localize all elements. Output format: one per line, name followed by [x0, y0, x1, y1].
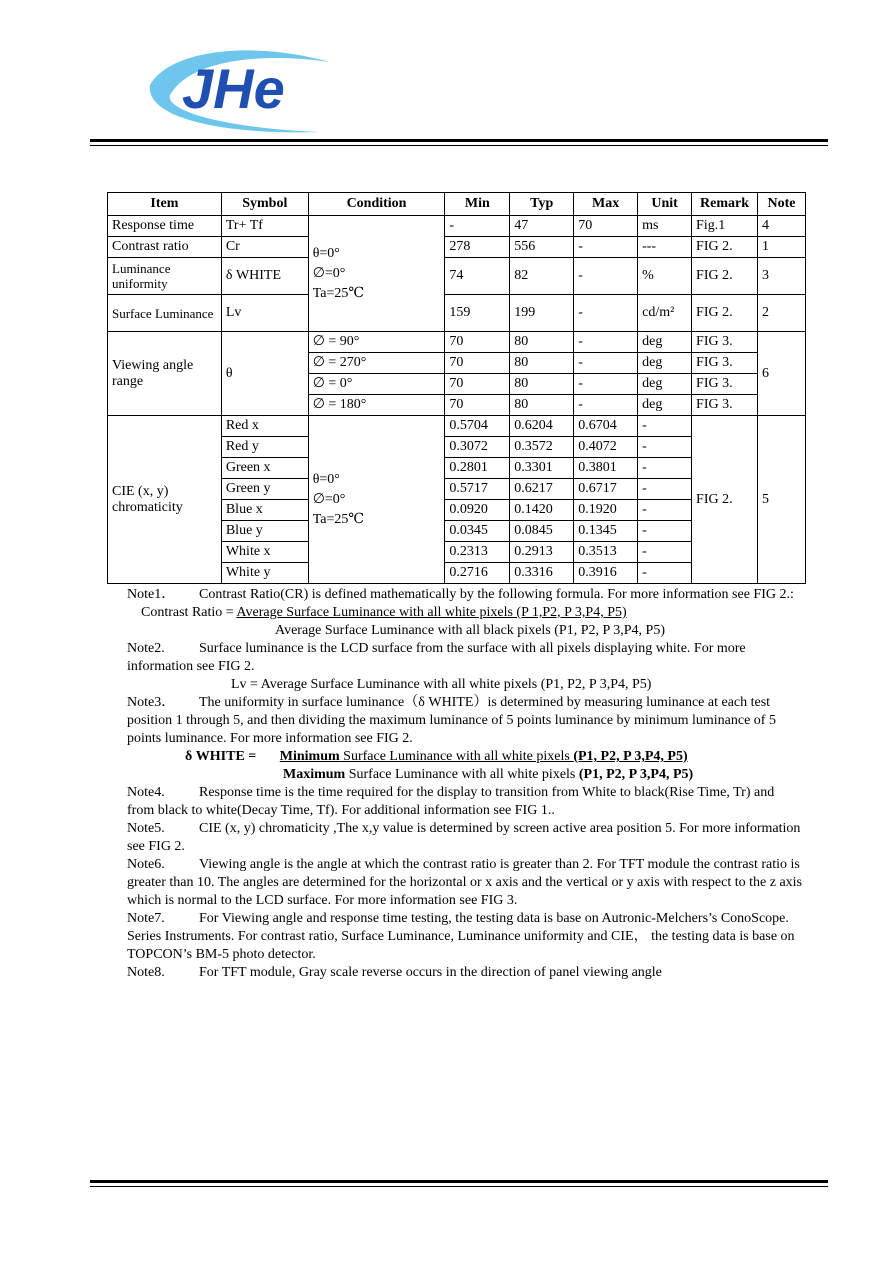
cell-max: 0.6717: [574, 479, 638, 500]
cell-max: 0.1920: [574, 500, 638, 521]
note-text: For Viewing angle and response time testing, the testing data is base on Autronic-Melchers’s ConoScope. Series Instruments. For contrast ratio, Surface Luminance, Luminance uniformity and CIE， the testing data is base on TOPCON’s BM-5 photo detector.: [127, 911, 795, 962]
cell-max: -: [574, 237, 638, 258]
formula-numerator: [260, 749, 688, 764]
cell-max: 0.3801: [574, 458, 638, 479]
cond-phi: ∅=0°: [312, 491, 346, 507]
cell-note-cie: 5: [758, 416, 806, 584]
cell-remark: FIG 3.: [692, 332, 758, 353]
cell-unit: -: [638, 542, 692, 563]
cell-max: -: [574, 353, 638, 374]
header-symbol: Symbol: [221, 193, 308, 216]
cell-condition: ∅ = 90°: [308, 332, 445, 353]
cell-symbol: δ WHITE: [221, 258, 308, 295]
table-row: [108, 295, 806, 332]
cell-typ: 82: [510, 258, 574, 295]
formula-num-points: (P1, P2, P 3,P4, P5): [573, 749, 688, 764]
cell-unit: deg: [638, 374, 692, 395]
cell-symbol: Tr+ Tf: [221, 216, 308, 237]
cell-unit: -: [638, 416, 692, 437]
cell-max: -: [574, 295, 638, 332]
formula-den-points: (P1, P2, P 3,P4, P5): [578, 767, 694, 782]
cell-unit: -: [638, 500, 692, 521]
cell-unit: -: [638, 521, 692, 542]
cell-max: -: [574, 395, 638, 416]
footer-rule-thick: [90, 1180, 828, 1183]
cell-remark: FIG 2.: [692, 237, 758, 258]
cell-symbol: White x: [221, 542, 308, 563]
cell-typ: 0.2913: [510, 542, 574, 563]
cell-min: 0.2716: [445, 563, 510, 584]
note-text: For TFT module, Gray scale reverse occurs in the direction of panel viewing angle: [199, 965, 662, 980]
contrast-ratio-formula: [127, 604, 803, 622]
note-text: Contrast Ratio(CR) is defined mathematically by the following formula. For more information see FIG 2.:: [199, 587, 794, 602]
header-typ: Typ: [510, 193, 574, 216]
cell-min: 0.0920: [445, 500, 510, 521]
cell-remark: FIG 3.: [692, 353, 758, 374]
jhe-logo-icon: [140, 40, 340, 140]
cell-unit: deg: [638, 353, 692, 374]
delta-white-formula: [127, 748, 803, 766]
cell-item-viewing: Viewing angle range: [108, 332, 222, 416]
optical-spec-table: [107, 192, 806, 584]
note-1: [127, 586, 803, 604]
cell-symbol: Cr: [221, 237, 308, 258]
header-unit: Unit: [638, 193, 692, 216]
note-text: CIE (x, y) chromaticity ,The x,y value is determined by screen active area position 5. For more information see FIG 2.: [127, 821, 801, 854]
cell-remark: FIG 3.: [692, 395, 758, 416]
note-label: Note5.: [127, 821, 165, 836]
cell-note: 2: [758, 295, 806, 332]
cell-note: 3: [758, 258, 806, 295]
note-label: Note8.: [127, 965, 165, 980]
cell-min: 74: [445, 258, 510, 295]
cell-typ: 80: [510, 374, 574, 395]
cell-typ: 0.0845: [510, 521, 574, 542]
cell-typ: 0.3301: [510, 458, 574, 479]
header-rule-thick: [90, 139, 828, 142]
cell-remark: FIG 2.: [692, 295, 758, 332]
cond-ta: Ta=25℃: [312, 285, 365, 301]
note-label: Note3．: [127, 695, 176, 710]
cell-unit: -: [638, 479, 692, 500]
cell-min: 0.3072: [445, 437, 510, 458]
cell-note: 4: [758, 216, 806, 237]
cell-unit: %: [638, 258, 692, 295]
cell-condition: ∅ = 270°: [308, 353, 445, 374]
cell-typ: 0.3316: [510, 563, 574, 584]
cell-remark-cie: FIG 2.: [692, 416, 758, 584]
cell-note: 1: [758, 237, 806, 258]
cell-min: 0.2801: [445, 458, 510, 479]
header-note: Note: [758, 193, 806, 216]
cell-typ: 47: [510, 216, 574, 237]
cell-unit: -: [638, 458, 692, 479]
cell-condition-group-2: [308, 416, 445, 584]
cell-min: 0.2313: [445, 542, 510, 563]
note-label: Note2.: [127, 641, 165, 656]
cell-typ: 0.1420: [510, 500, 574, 521]
formula-denominator: [127, 766, 803, 784]
cell-symbol: Green x: [221, 458, 308, 479]
cell-condition: ∅ = 180°: [308, 395, 445, 416]
cell-condition-group-1: [308, 216, 445, 332]
cell-symbol: Lv: [221, 295, 308, 332]
cell-max: 70: [574, 216, 638, 237]
note-7: [127, 910, 803, 964]
cell-unit: -: [638, 437, 692, 458]
cell-unit: deg: [638, 395, 692, 416]
cell-symbol: Red y: [221, 437, 308, 458]
cell-symbol: Blue x: [221, 500, 308, 521]
cell-item: Response time: [108, 216, 222, 237]
note-text: Viewing angle is the angle at which the contrast ratio is greater than 2. For TFT module the contrast ratio is greater than 10. The angles are determined for the horizontal or x axis and the vertical or y axis with respect to the z axis which is normal to the LCD surface. For more information see FIG 3.: [127, 857, 802, 908]
cond-theta: θ=0°: [312, 245, 340, 261]
cell-min: 0.5717: [445, 479, 510, 500]
cell-item: Surface Luminance: [108, 295, 222, 332]
cell-max: 0.3916: [574, 563, 638, 584]
notes-section: [127, 586, 803, 982]
cond-theta: θ=0°: [312, 471, 340, 487]
cell-symbol: Green y: [221, 479, 308, 500]
header-remark: Remark: [692, 193, 758, 216]
cell-condition: ∅ = 0°: [308, 374, 445, 395]
cell-min: 70: [445, 395, 510, 416]
formula-prefix: Contrast Ratio =: [141, 605, 237, 620]
cell-min: 278: [445, 237, 510, 258]
cell-max: 0.1345: [574, 521, 638, 542]
table-row: [108, 416, 806, 437]
table-row: [108, 216, 806, 237]
header-max: Max: [574, 193, 638, 216]
cell-min: 0.0345: [445, 521, 510, 542]
cell-max: 0.4072: [574, 437, 638, 458]
cell-remark: FIG 3.: [692, 374, 758, 395]
note-6: [127, 856, 803, 910]
note-8: [127, 964, 803, 982]
note-text: The uniformity in surface luminance（δ WHITE）is determined by measuring luminance at each test position 1 through 5, and then dividing the maximum luminance of 5 points luminance by minimum luminance of 5 points luminance. For more information see FIG 2.: [127, 695, 776, 746]
cell-typ: 0.6204: [510, 416, 574, 437]
note-4: [127, 784, 803, 820]
header-rule-thin: [90, 145, 828, 146]
cell-remark: FIG 2.: [692, 258, 758, 295]
cond-ta: Ta=25℃: [312, 511, 365, 527]
cell-max: 0.3513: [574, 542, 638, 563]
note-5: [127, 820, 803, 856]
cell-typ: 0.6217: [510, 479, 574, 500]
cell-symbol-viewing: θ: [221, 332, 308, 416]
cell-item: Contrast ratio: [108, 237, 222, 258]
note-3: [127, 694, 803, 748]
note-label: Note7.: [127, 911, 165, 926]
cell-min: 159: [445, 295, 510, 332]
formula-prefix: δ WHITE =: [185, 749, 260, 764]
cell-note-viewing: 6: [758, 332, 806, 416]
cell-unit: deg: [638, 332, 692, 353]
formula-max-word: Maximum: [283, 767, 346, 782]
cell-symbol: Blue y: [221, 521, 308, 542]
cell-typ: 0.3572: [510, 437, 574, 458]
note-label: Note6.: [127, 857, 165, 872]
cell-min: 70: [445, 332, 510, 353]
cell-unit: ---: [638, 237, 692, 258]
cell-item: Luminance uniformity: [108, 258, 222, 295]
header-item: Item: [108, 193, 222, 216]
cell-max: -: [574, 332, 638, 353]
table-header-row: [108, 193, 806, 216]
cell-max: 0.6704: [574, 416, 638, 437]
cond-phi: ∅=0°: [312, 265, 346, 281]
table-row: [108, 258, 806, 295]
cell-min: 0.5704: [445, 416, 510, 437]
formula-den-text: Surface Luminance with all white pixels: [345, 767, 579, 782]
cell-symbol: White y: [221, 563, 308, 584]
cell-max: -: [574, 258, 638, 295]
cell-typ: 556: [510, 237, 574, 258]
formula-denominator: Average Surface Luminance with all black pixels (P1, P2, P 3,P4, P5): [275, 623, 665, 638]
formula-num-text: Surface Luminance with all white pixels: [339, 749, 574, 764]
cell-unit: -: [638, 563, 692, 584]
table-row: [108, 332, 806, 353]
note-label: Note4.: [127, 785, 165, 800]
table-row: [108, 237, 806, 258]
footer-rule-thin: [90, 1186, 828, 1187]
cell-symbol: Red x: [221, 416, 308, 437]
cell-min: 70: [445, 353, 510, 374]
cell-unit: cd/m²: [638, 295, 692, 332]
note-text: Response time is the time required for the display to transition from White to black(Rise Time, Tr) and from black to white(Decay Time, Tf). For additional information see FIG 1..: [127, 785, 775, 818]
cell-unit: ms: [638, 216, 692, 237]
cell-min: 70: [445, 374, 510, 395]
cell-typ: 80: [510, 353, 574, 374]
note-2: [127, 640, 803, 676]
cell-min: -: [445, 216, 510, 237]
formula-numerator: Average Surface Luminance with all white pixels (P 1,P2, P 3,P4, P5): [236, 605, 627, 620]
cell-typ: 80: [510, 395, 574, 416]
formula-min-word: Minimum: [279, 749, 340, 764]
note-text: Surface luminance is the LCD surface from the surface with all pixels displaying white. For more information see FIG 2.: [127, 641, 746, 674]
cell-typ: 199: [510, 295, 574, 332]
cell-item-cie: CIE (x, y) chromaticity: [108, 416, 222, 584]
cell-remark: Fig.1: [692, 216, 758, 237]
lv-formula: Lv = Average Surface Luminance with all white pixels (P1, P2, P 3,P4, P5): [231, 677, 652, 692]
logo-text: JHe: [182, 57, 285, 120]
cell-max: -: [574, 374, 638, 395]
header-condition: Condition: [308, 193, 445, 216]
cell-typ: 80: [510, 332, 574, 353]
note-label: Note1．: [127, 587, 176, 602]
header-min: Min: [445, 193, 510, 216]
